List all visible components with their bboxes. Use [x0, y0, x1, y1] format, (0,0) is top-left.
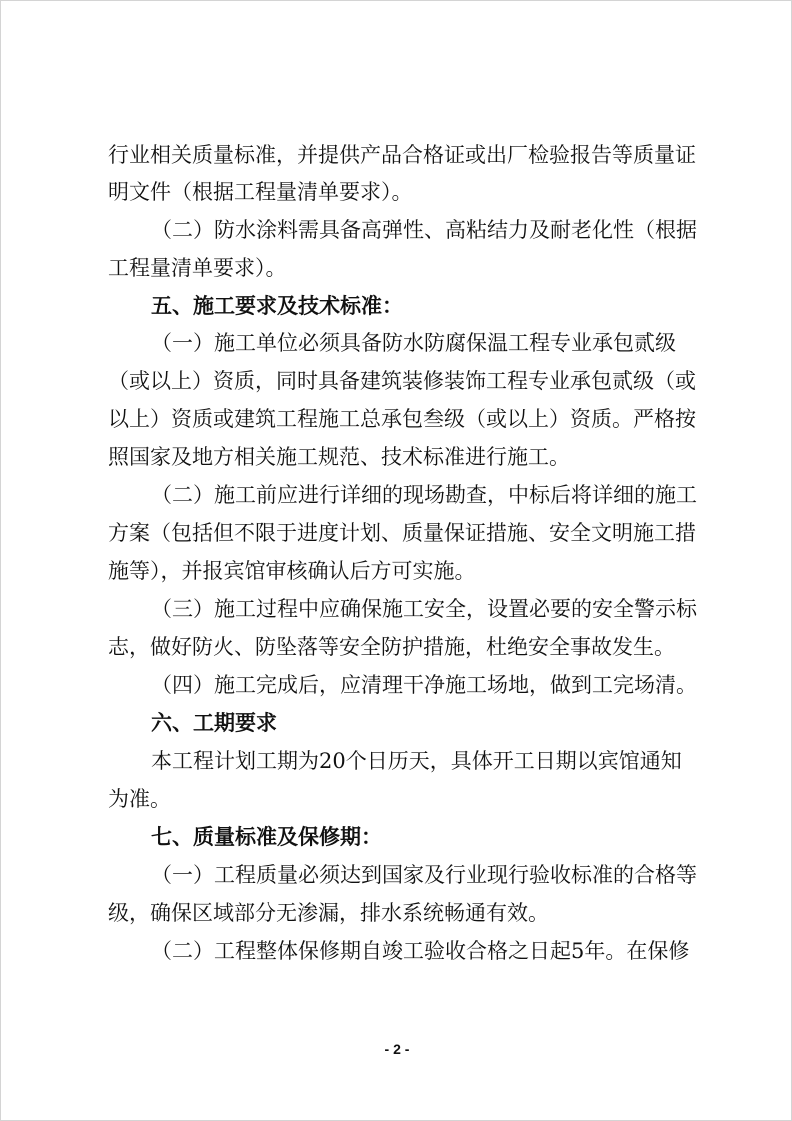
section-heading-7: 七、质量标准及保修期： [151, 824, 382, 849]
body-text-line: （二）施工前应进行详细的现场勘查，中标后将详细的施工 [151, 483, 697, 507]
body-text-line: 工程量清单要求）。 [108, 256, 287, 280]
body-text-line: 行业相关质量标准，并提供产品合格证或出厂检验报告等质量证 [108, 143, 696, 167]
section-heading-6: 六、工期要求 [151, 710, 277, 735]
body-text-line: （二）防水涂料需具备高弹性、高粘结力及耐老化性（根据 [151, 218, 697, 242]
body-text-line: 以上）资质或建筑工程施工总承包叁级（或以上）资质。严格按 [108, 407, 696, 431]
body-text-line: （一）工程质量必须达到国家及行业现行验收标准的合格等 [151, 863, 697, 887]
body-text-line: （三）施工过程中应确保施工安全，设置必要的安全警示标 [151, 597, 697, 621]
body-text-line: （二）工程整体保修期自竣工验收合格之日起5年。在保修 [151, 939, 690, 963]
body-text-line: 明文件（根据工程量清单要求）。 [108, 180, 413, 204]
body-text-line: 级，确保区域部分无渗漏，排水系统畅通有效。 [108, 901, 549, 925]
section-heading-5: 五、施工要求及技术标准： [151, 293, 403, 318]
body-text-line: （四）施工完成后，应清理干净施工场地，做到工完场清。 [151, 673, 697, 697]
body-text-line: 为准。 [108, 787, 171, 811]
body-text-line: （一）施工单位必须具备防水防腐保温工程专业承包贰级 [151, 331, 676, 355]
body-text-line: （或以上）资质，同时具备建筑装修装饰工程专业承包贰级（或 [108, 369, 696, 393]
body-text-line: 方案（包括但不限于进度计划、质量保证措施、安全文明施工措 [108, 521, 696, 545]
body-text-line: 施等），并报宾馆审核确认后方可实施。 [108, 559, 476, 583]
body-text-line: 照国家及地方相关施工规范、技术标准进行施工。 [108, 445, 570, 469]
body-text-line: 本工程计划工期为20个日历天，具体开工日期以宾馆通知 [151, 749, 682, 773]
body-text-line: 志，做好防火、防坠落等安全防护措施，杜绝安全事故发生。 [108, 635, 675, 659]
page-number: - 2 - [384, 1041, 410, 1057]
